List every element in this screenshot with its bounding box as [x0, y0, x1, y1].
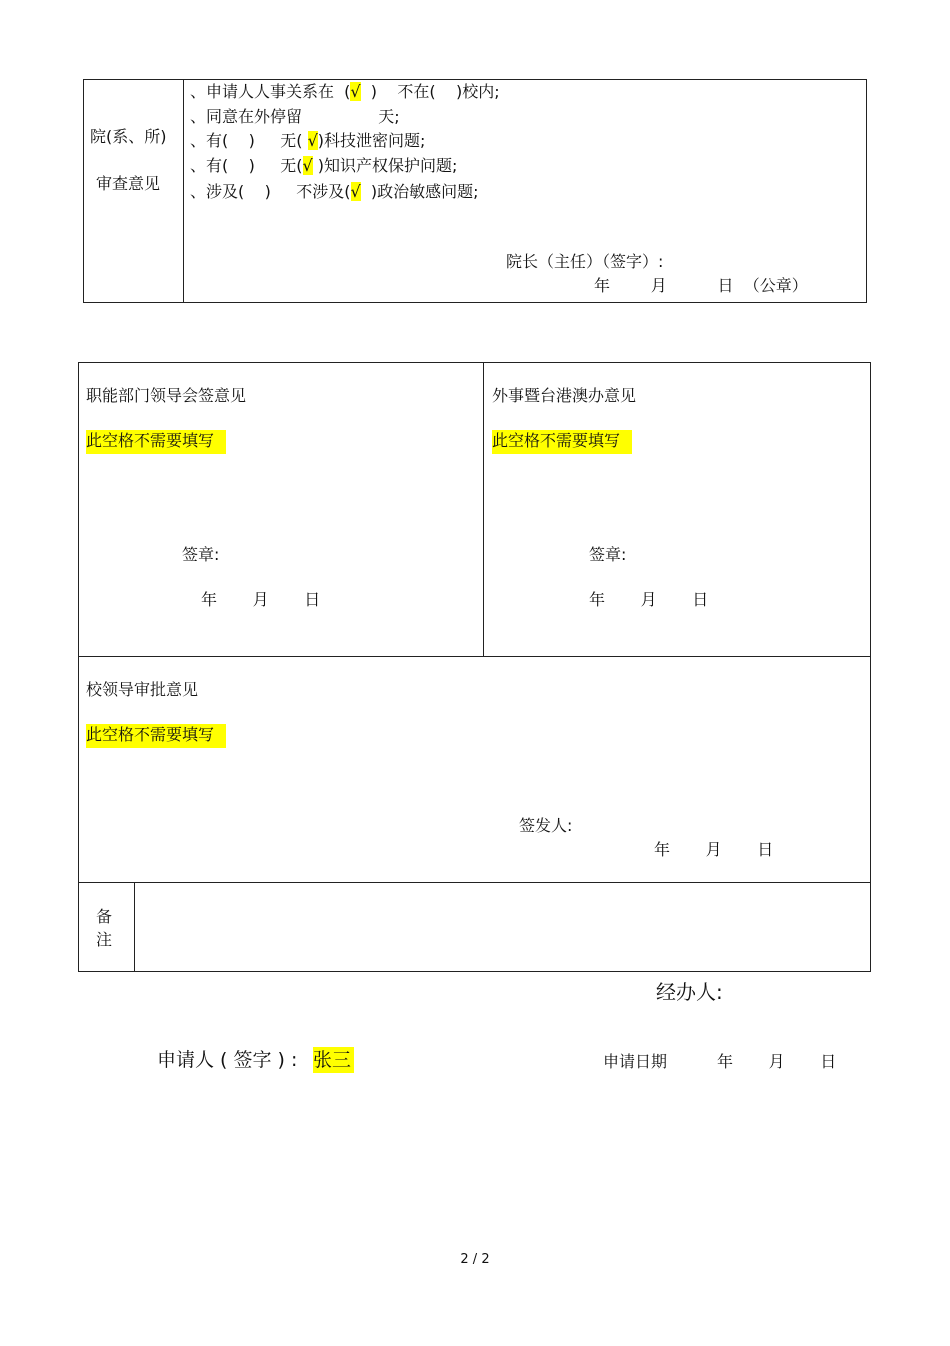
- checkmark: √: [350, 182, 361, 201]
- approval-divider-1: [78, 656, 871, 657]
- foreign-affairs-note: 此空格不需要填写: [492, 430, 632, 454]
- school-leader-sign: 签发人:: [519, 816, 573, 835]
- functional-dept-title: 职能部门领导会签意见: [86, 386, 247, 405]
- approval-divider-vertical: [483, 362, 484, 657]
- dean-signature-label: 院长（主任）（签字）:: [506, 252, 664, 271]
- functional-dept-note: 此空格不需要填写: [86, 430, 226, 454]
- page-number: 2 / 2: [460, 1252, 490, 1267]
- review-line-3: 、有( ) 无( √)科技泄密问题;: [190, 131, 426, 150]
- checkmark: √: [307, 131, 318, 150]
- applicant-name: 张三: [313, 1047, 354, 1073]
- school-leader-note: 此空格不需要填写: [86, 724, 226, 748]
- remarks-label-2: 注: [96, 930, 113, 949]
- dept-review-label-2: 审查意见: [96, 174, 161, 193]
- remarks-label-1: 备: [96, 907, 113, 926]
- dept-review-divider: [183, 79, 184, 303]
- school-leader-date: 年 月 日: [654, 840, 774, 859]
- review-line-1: 、申请人人事关系在 (√ ) 不在( )校内;: [190, 82, 500, 101]
- applicant-signature-label: 申请人 ( 签字 ) :: [157, 1049, 298, 1071]
- school-leader-title: 校领导审批意见: [86, 680, 199, 699]
- functional-dept-date: 年 月 日: [201, 590, 321, 609]
- foreign-affairs-date: 年 月 日: [589, 590, 709, 609]
- review-line-4: 、有( ) 无(√ )知识产权保护问题;: [190, 156, 458, 175]
- review-line-2: 、同意在外停留 天;: [190, 107, 400, 126]
- application-date-label: 申请日期: [603, 1052, 668, 1071]
- review-line-5: 、涉及( ) 不涉及(√ )政治敏感问题;: [190, 182, 479, 201]
- approval-divider-2: [78, 882, 871, 883]
- application-date-parts: 年 月 日: [717, 1052, 837, 1071]
- dept-review-label-1: 院(系、所): [90, 127, 167, 146]
- handler-label: 经办人:: [656, 980, 723, 1004]
- foreign-affairs-title: 外事暨台港澳办意见: [492, 386, 637, 405]
- checkmark: √: [350, 82, 361, 101]
- foreign-affairs-sign: 签章:: [589, 545, 627, 564]
- remarks-divider: [134, 882, 135, 972]
- checkmark: √: [302, 156, 313, 175]
- dean-date-label: 年 月 日 （公章）: [594, 276, 808, 295]
- functional-dept-sign: 签章:: [182, 545, 220, 564]
